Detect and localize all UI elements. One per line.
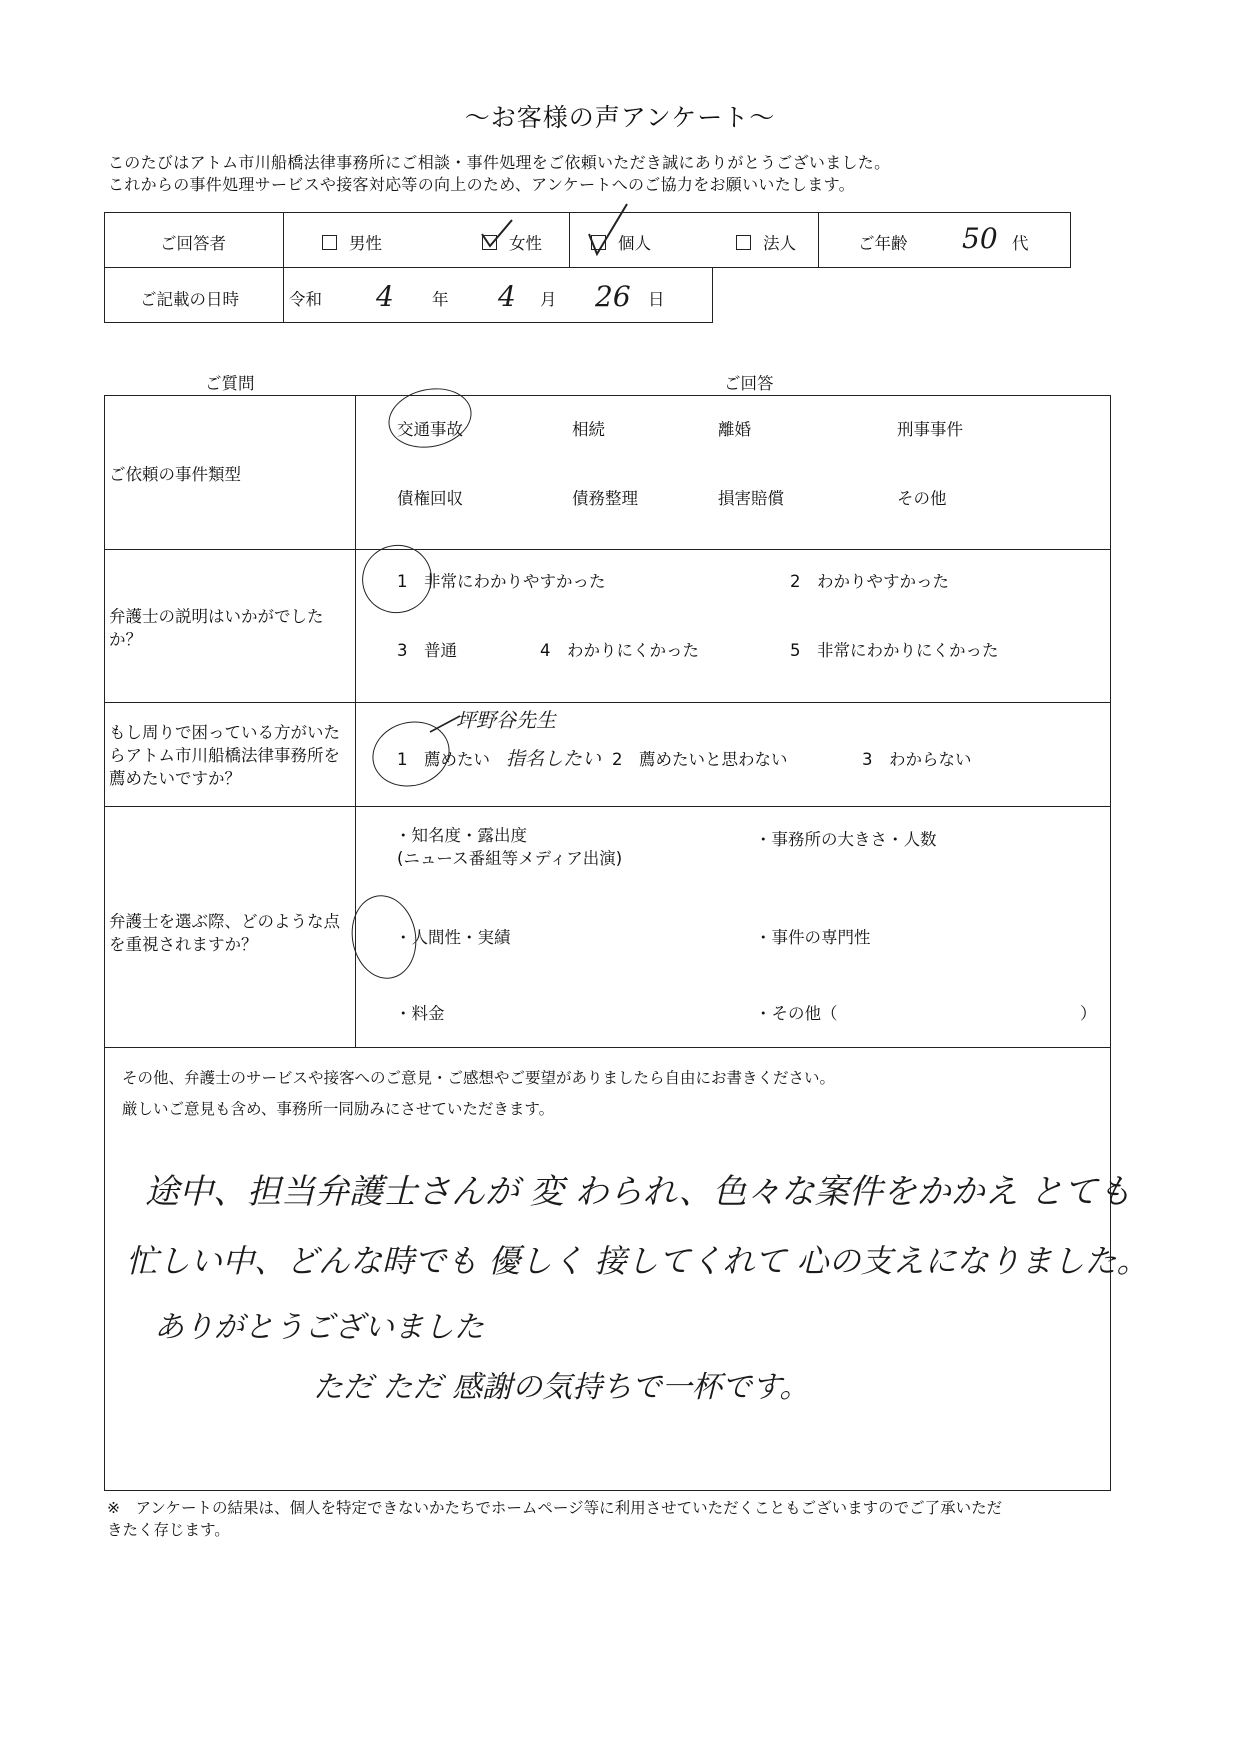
q4-option-expertise[interactable]: ・事件の専門性	[755, 928, 871, 947]
q4-option-size[interactable]: ・事務所の大きさ・人数	[755, 830, 937, 849]
q4-option-fee[interactable]: ・料金	[395, 1004, 445, 1023]
q4-option-other-close: ）	[1080, 1004, 1097, 1023]
comments-prompt-2: 厳しいご意見も含め、事務所一同励みにさせていただきます。	[122, 1100, 555, 1118]
date-month[interactable]: 4	[498, 280, 516, 313]
comment-line-3: ありがとうございました	[154, 1310, 484, 1345]
q2-option-2[interactable]: 2 わかりやすかった	[790, 572, 949, 591]
comment-line-1: 途中、担当弁護士さんが 変 わられ、色々な案件をかかえ とても	[145, 1172, 1132, 1212]
q2-option-3[interactable]: 3 普通	[397, 641, 457, 660]
q1-option-other[interactable]: その他	[897, 489, 947, 508]
q1-option-debt-collection[interactable]: 債権回収	[397, 489, 463, 508]
q1-question: ご依頼の事件類型	[109, 465, 241, 484]
footnote-line-2: きたく存じます。	[107, 1521, 230, 1539]
date-year[interactable]: 4	[376, 280, 394, 313]
q4-option-fame[interactable]: ・知名度・露出度	[395, 826, 527, 845]
q3-question: もし周りで困っている方がいたらアトム市川船橋法律事務所を薦めたいですか？	[109, 723, 340, 788]
q1-option-divorce[interactable]: 離婚	[718, 420, 751, 439]
date-era: 令和	[289, 290, 322, 309]
date-day-unit: 日	[648, 290, 665, 309]
respondent-label: ご回答者	[160, 234, 226, 253]
date-month-unit: 月	[540, 290, 557, 309]
check-mark-individual	[583, 200, 635, 260]
answer-header: ご回答	[724, 374, 774, 393]
checkbox-corporate[interactable]	[736, 235, 751, 250]
q3-handwritten-note-2: 指名したい	[506, 748, 602, 770]
type-corporate-option[interactable]: 法人	[736, 230, 796, 254]
comment-line-2: 忙しい中、どんな時でも 優しく 接してくれて 心の支えになりました。	[126, 1242, 1149, 1280]
question-header: ご質問	[205, 374, 255, 393]
q4-question: 弁護士を選ぶ際、どのような点を重視されますか？	[109, 912, 340, 954]
q4-option-character[interactable]: ・人間性・実績	[395, 928, 511, 947]
page-title: ～お客様の声アンケート～	[464, 103, 776, 132]
gender-female-option[interactable]: 女性	[482, 230, 542, 254]
q3-option-3[interactable]: 3 わからない	[862, 750, 972, 769]
date-day[interactable]: 26	[595, 280, 631, 313]
q3-handwritten-note-1: 坪野谷先生	[456, 708, 556, 732]
age-suffix: 代	[1012, 234, 1029, 253]
comment-line-4: ただ ただ 感謝の気持ちで一杯です。	[313, 1370, 810, 1405]
type-individual-option[interactable]: 個人	[591, 230, 651, 254]
q1-option-debt-restructure[interactable]: 債務整理	[572, 489, 638, 508]
q1-option-inheritance[interactable]: 相続	[572, 420, 605, 439]
q2-option-5[interactable]: 5 非常にわかりにくかった	[790, 641, 999, 660]
q4-option-fame-detail: (ニュース番組等メディア出演)	[397, 849, 623, 868]
age-value[interactable]: 50	[962, 222, 998, 255]
gender-male-option[interactable]: 男性	[322, 230, 382, 254]
age-label: ご年齢	[858, 234, 908, 253]
q2-option-1[interactable]: 1 非常にわかりやすかった	[397, 572, 606, 591]
check-mark-female	[478, 218, 518, 252]
checkbox-male[interactable]	[322, 235, 337, 250]
q1-option-criminal[interactable]: 刑事事件	[897, 420, 963, 439]
date-year-unit: 年	[432, 290, 449, 309]
footnote-line-1: ※ アンケートの結果は、個人を特定できないかたちでホームページ等に利用させていただくこともございますのでご了承いただ	[107, 1499, 1003, 1517]
q3-option-2[interactable]: 2 薦めたいと思わない	[612, 750, 788, 769]
q1-option-traffic[interactable]: 交通事故	[397, 420, 463, 439]
q3-note-leader-line	[428, 712, 462, 734]
q4-option-other[interactable]: ・その他（	[755, 1004, 838, 1023]
q2-option-4[interactable]: 4 わかりにくかった	[540, 641, 699, 660]
intro-line-1: このたびはアトム市川船橋法律事務所にご相談・事件処理をご依頼いただき誠にありがとうございました。	[108, 153, 891, 172]
q2-question: 弁護士の説明はいかがでしたか？	[109, 607, 324, 649]
intro-line-2: これからの事件処理サービスや接客対応等の向上のため、アンケートへのご協力をお願いいたします。	[108, 175, 855, 194]
q1-option-damages[interactable]: 損害賠償	[718, 489, 784, 508]
date-label: ご記載の日時	[140, 290, 239, 309]
comments-prompt-1: その他、弁護士のサービスや接客へのご意見・ご感想やご要望がありましたら自由にお書きください。	[122, 1069, 836, 1087]
q3-option-1[interactable]: 1 薦めたい	[397, 750, 490, 769]
